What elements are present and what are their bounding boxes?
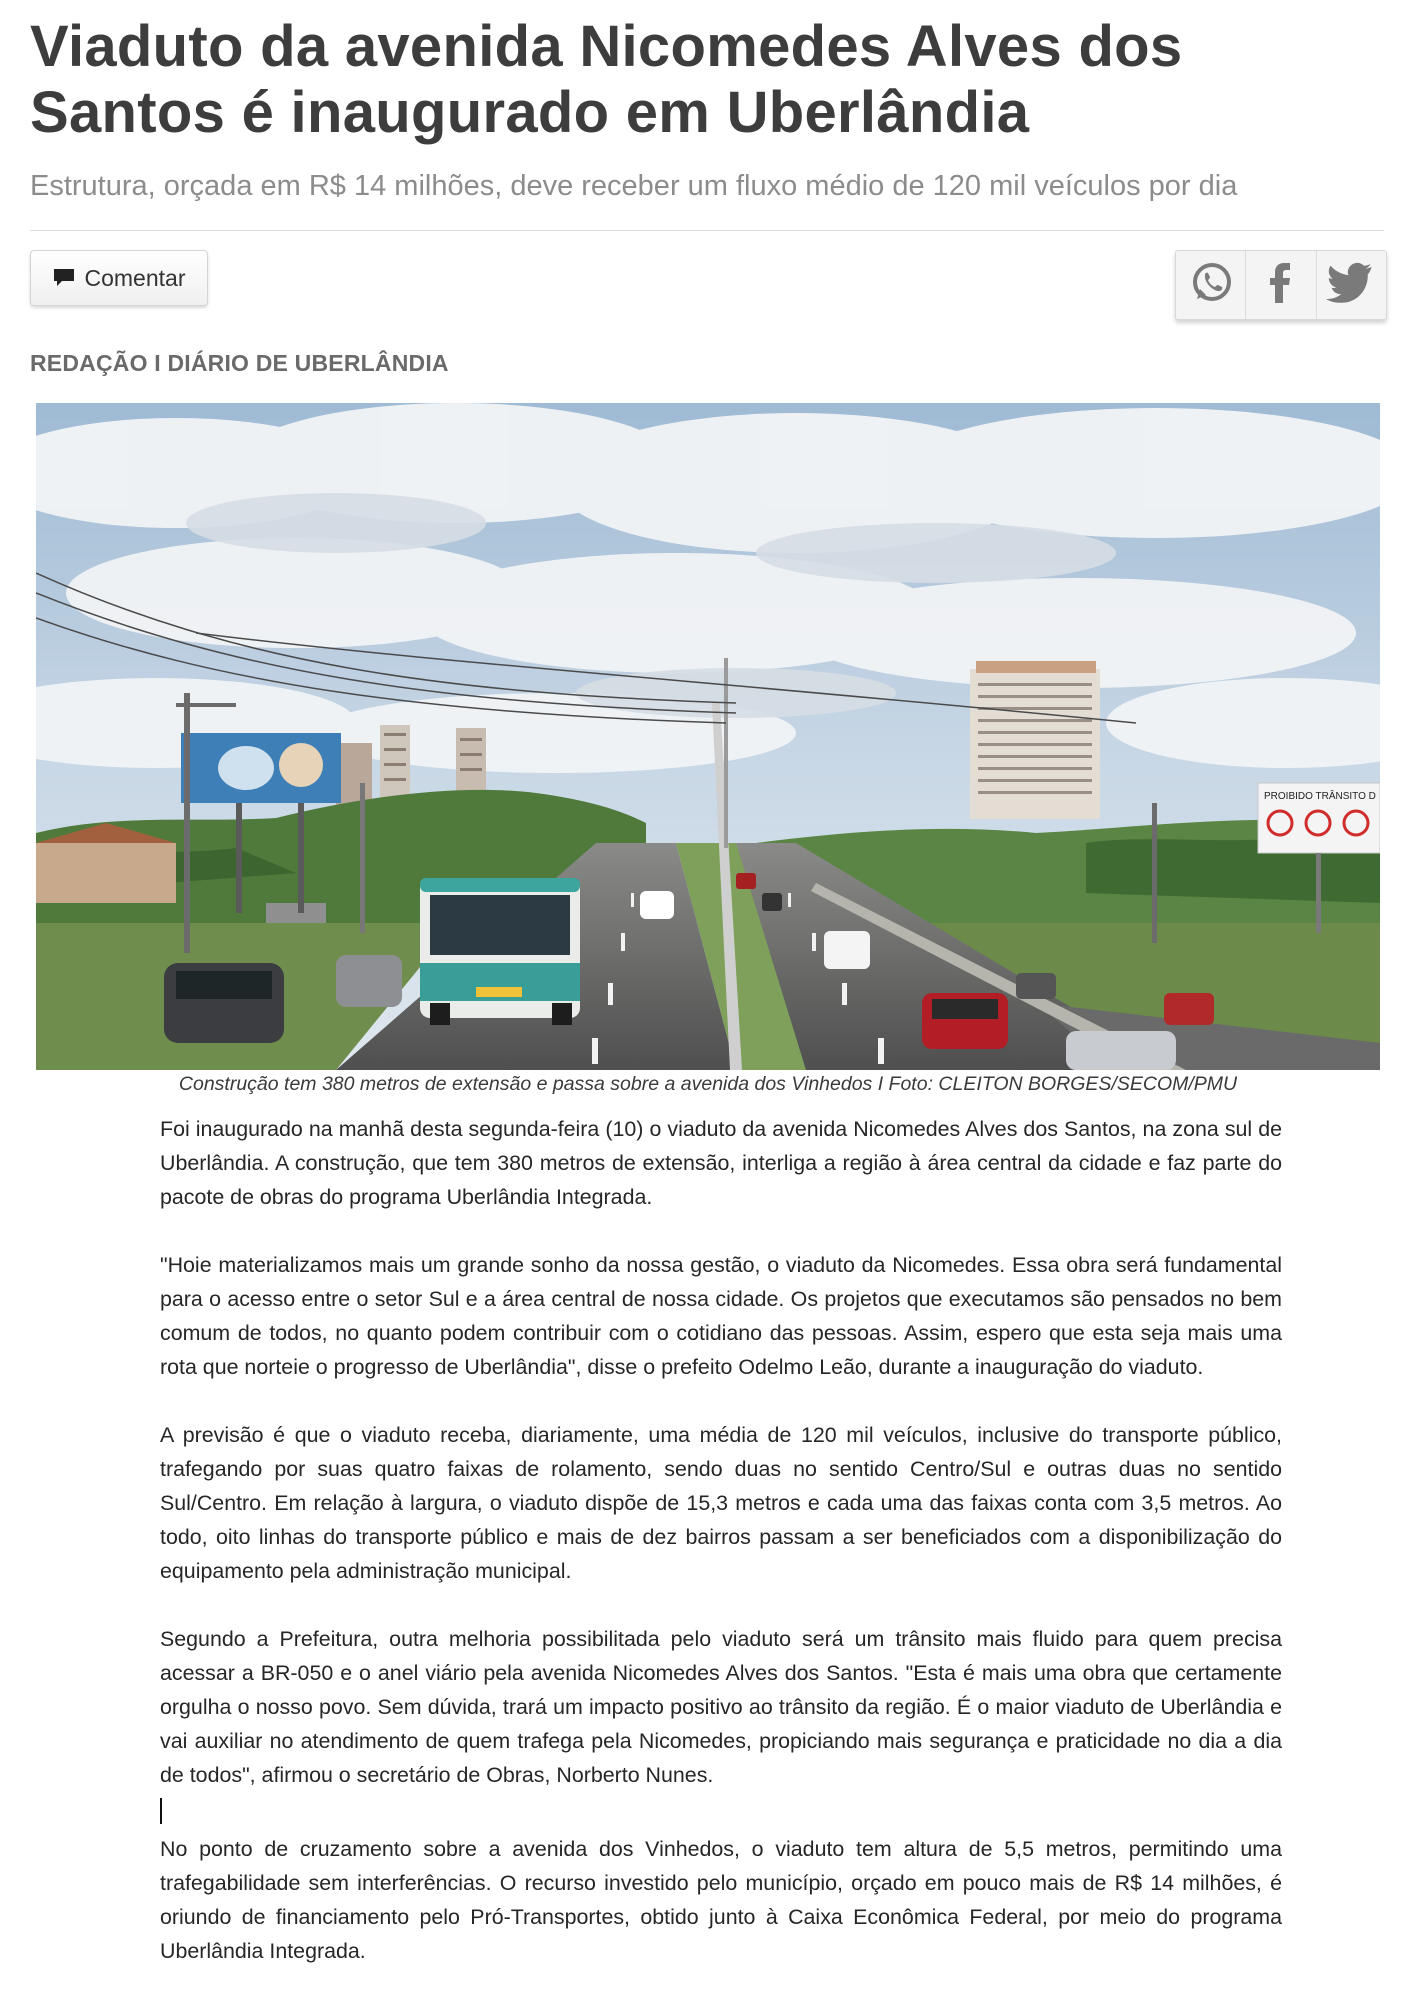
whatsapp-icon [1187,259,1235,312]
article-byline: REDAÇÃO I DIÁRIO DE UBERLÂNDIA [30,350,449,376]
paragraph-4: Segundo a Prefeitura, outra melhoria possibilitada pelo viaduto será um trânsito mais fluido para quem precisa acessar a BR-050 e o anel viário pela avenida Nicomedes Alves dos Santos. "Esta é mais uma obra que certamente orgulha o nosso povo. Sem dúvida, trará um impacto positivo ao trânsito da região. É o maior viaduto de Uberlândia e vai auxiliar no atendimento de quem trafega pela Nicomedes, propiciando mais segurança e praticidade no dia a dia de todos", afirmou o secretário de Obras, Norberto Nunes. [160,1627,1282,1787]
article-subtitle: Estrutura, orçada em R$ 14 milhões, deve receber um fluxo médio de 120 mil veículos por dia [30,170,1238,202]
paragraph-5: No ponto de cruzamento sobre a avenida dos Vinhedos, o viaduto tem altura de 5,5 metros, permitindo uma trafegabilidade sem interferências. O recurso investido pelo município, orçado em pouco mais de R$ 14 milhões, é oriundo de financiamento pelo Pró-Transportes, obtido junto à Caixa Econômica Federal, por meio do programa Uberlândia Integrada. [160,1837,1282,1963]
header-divider [30,230,1384,231]
facebook-icon [1261,259,1301,312]
share-twitter-button[interactable] [1317,251,1386,319]
share-buttons [1175,250,1387,320]
paragraph-2: "Hoie materializamos mais um grande sonho da nossa gestão, o viaduto da Nicomedes. Essa obra será fundamental para o acesso entre o setor Sul e a área central de nossa cidade. Os projetos que executamos são pensados no bem comum de todos, no quanto podem contribuir com o cotidiano das pessoas. Assim, espero que esta seja mais uma rota que norteie o progresso de Uberlândia", disse o prefeito Odelmo Leão, durante a inauguração do viaduto. [160,1253,1282,1379]
speech-bubble-icon [53,268,75,288]
paragraph-1: Foi inaugurado na manhã desta segunda-feira (10) o viaduto da avenida Nicomedes Alves dos Santos, na zona sul de Uberlândia. A construção, que tem 380 metros de extensão, interliga a região à área central da cidade e faz parte do pacote de obras do programa Uberlândia Integrada. [160,1117,1282,1209]
comment-button[interactable] [30,250,208,306]
paragraph-3: A previsão é que o viaduto receba, diariamente, uma média de 120 mil veículos, inclusive do transporte público, trafegando por suas quatro faixas de rolamento, sendo duas no sentido Centro/Sul e outras duas no sentido Sul/Centro. Em relação à largura, o viaduto dispõe de 15,3 metros e cada uma das faixas conta com 3,5 metros. Ao todo, oito linhas do transporte público e mais de dez bairros passam a ser beneficiados com a disponibilização do equipamento pela administração municipal. [160,1423,1282,1583]
article-photo [36,403,1380,1070]
sign-text: PROIBIDO TRÂNSITO D [1264,791,1376,802]
photo-caption: Construção tem 380 metros de extensão e passa sobre a avenida dos Vinhedos I Foto: CLEITON BORGES/SECOM/PMU [178,1073,1238,1095]
article-headline: Viaduto da avenida Nicomedes Alves dos Santos é inaugurado em Uberlândia [30,14,1183,145]
share-whatsapp-button[interactable] [1176,251,1246,319]
text-cursor [160,1798,162,1824]
share-facebook-button[interactable] [1246,251,1316,319]
twitter-icon [1325,261,1377,310]
article-body [160,1112,1282,2002]
comment-button-label: Comentar [84,264,186,291]
